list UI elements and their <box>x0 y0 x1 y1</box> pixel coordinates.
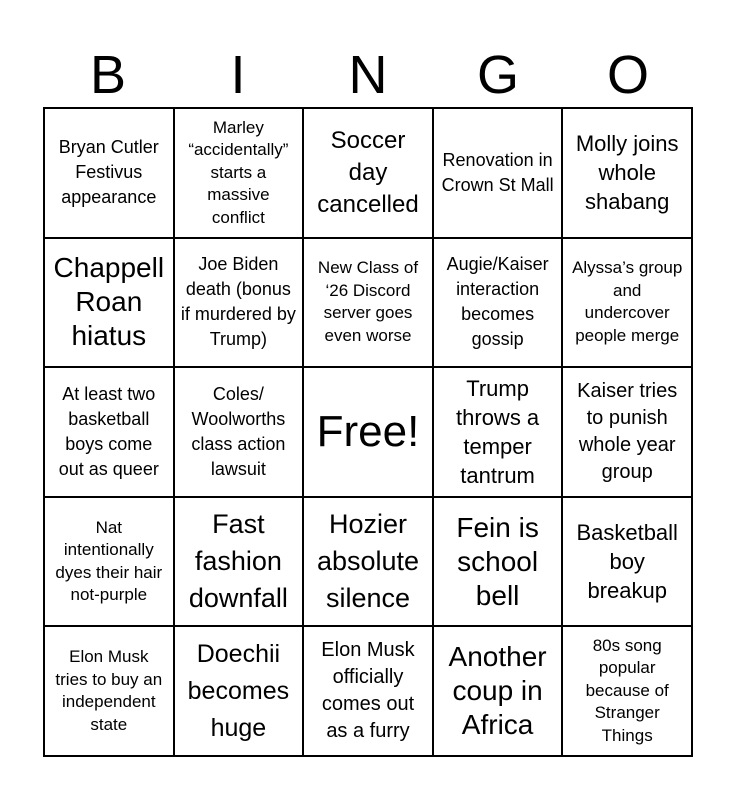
bingo-cell[interactable] <box>174 367 304 497</box>
bingo-cell[interactable] <box>562 497 692 627</box>
cell-text: Trump throws a temper tantrum <box>456 375 540 488</box>
bingo-grid <box>43 107 693 757</box>
bingo-cell[interactable] <box>562 238 692 368</box>
bingo-cell[interactable] <box>303 626 433 756</box>
header-letter-o: O <box>606 45 649 105</box>
cell-text: Joe Biden death (bonus if murdered by Trump) <box>180 254 296 350</box>
cell-text: 80s song popular because of Stranger Things <box>585 635 669 745</box>
cell-text: Fein is school bell <box>456 511 539 611</box>
header-letter-n: N <box>348 45 388 105</box>
header-letter-g: G <box>476 45 519 105</box>
bingo-cell[interactable] <box>562 367 692 497</box>
cell-text: Kaiser tries to punish whole year group <box>577 379 678 483</box>
cell-text: Bryan Cutler Festivus appearance <box>58 137 159 208</box>
bingo-cell[interactable] <box>174 108 304 238</box>
cell-text: Coles/ Woolworths class action lawsuit <box>191 383 286 479</box>
bingo-cell[interactable] <box>303 497 433 627</box>
cell-text: Another coup in Africa <box>448 641 547 741</box>
free-space-text: Free! <box>316 406 420 456</box>
header-letter-b: B <box>89 45 127 105</box>
cell-text: Hozier absolute silence <box>316 509 420 614</box>
bingo-cell[interactable] <box>44 238 174 368</box>
cell-text: Elon Musk officially comes out as a furry <box>321 639 415 743</box>
cell-text: Molly joins whole shabang <box>575 131 679 215</box>
cell-text: Nat intentionally dyes their hair not-purple <box>55 517 163 605</box>
header-letter-i: I <box>230 45 246 105</box>
cell-text: Elon Musk tries to buy an independent state <box>55 647 163 734</box>
cell-text: Soccer day cancelled <box>317 126 419 218</box>
bingo-cell[interactable] <box>174 497 304 627</box>
bingo-cell[interactable] <box>44 108 174 238</box>
cell-text: Chappell Roan hiatus <box>53 252 165 352</box>
cell-text: Basketball boy breakup <box>576 520 678 604</box>
bingo-cell[interactable] <box>44 497 174 627</box>
bingo-cell[interactable] <box>433 626 563 756</box>
bingo-cell[interactable] <box>174 238 304 368</box>
bingo-cell[interactable] <box>174 626 304 756</box>
cell-text: Doechii becomes huge <box>187 639 290 742</box>
cell-text: New Class of ‘26 Discord server goes even worse <box>317 258 419 345</box>
bingo-header <box>43 42 693 108</box>
cell-text: Alyssa’s group and undercover people merge <box>572 258 683 345</box>
cell-text: Marley “accidentally” starts a massive conflict <box>188 117 289 227</box>
bingo-cell[interactable] <box>303 108 433 238</box>
bingo-cell[interactable] <box>433 367 563 497</box>
cell-text: At least two basketball boys come out as queer <box>58 383 159 479</box>
bingo-cell[interactable] <box>562 626 692 756</box>
bingo-cell[interactable] <box>433 238 563 368</box>
bingo-cell[interactable] <box>44 367 174 497</box>
cell-text: Fast fashion downfall <box>188 509 288 614</box>
bingo-cell[interactable] <box>303 238 433 368</box>
bingo-cell[interactable] <box>562 108 692 238</box>
bingo-cell[interactable] <box>433 108 563 238</box>
free-space-cell[interactable] <box>303 367 433 497</box>
cell-text: Renovation in Crown St Mall <box>441 149 554 195</box>
bingo-cell[interactable] <box>44 626 174 756</box>
cell-text: Augie/Kaiser interaction becomes gossip <box>446 254 549 350</box>
bingo-cell[interactable] <box>433 497 563 627</box>
